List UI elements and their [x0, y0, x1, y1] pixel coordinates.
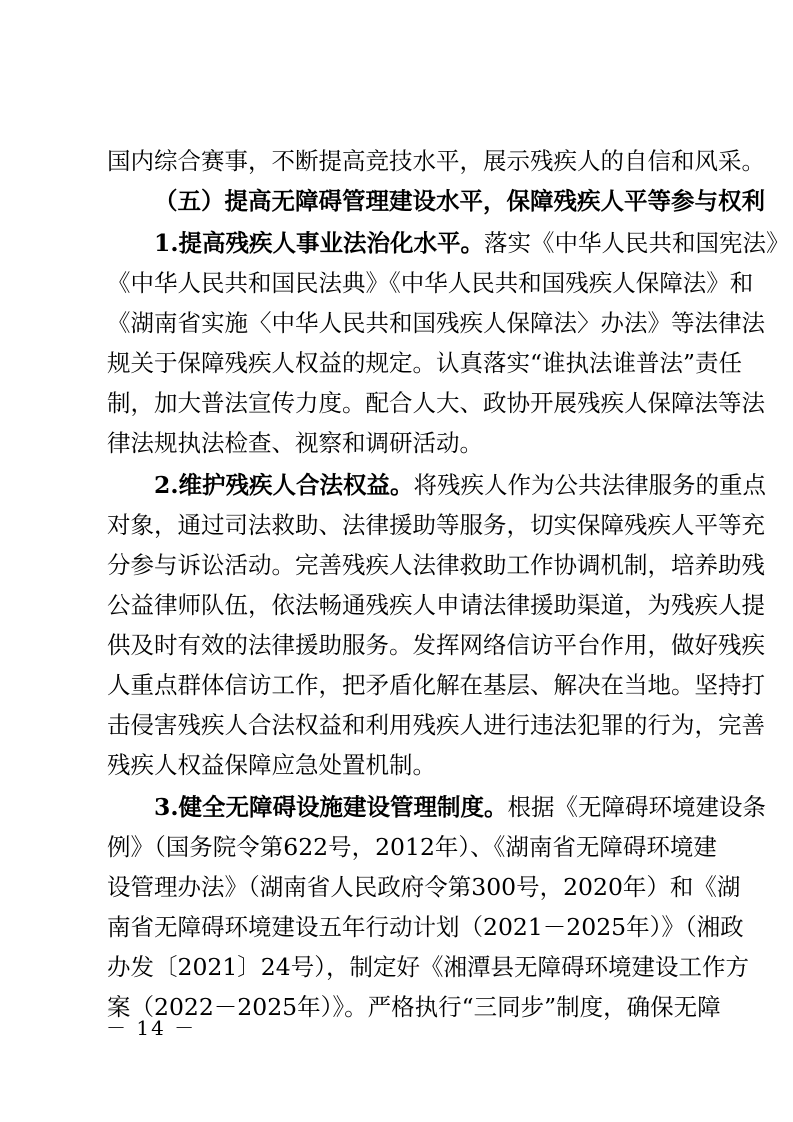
item2-line: 对象，通过司法救助、法律援助等服务，切实保障残疾人平等充 — [107, 511, 765, 539]
item3-line: 办发〔2021〕24号），制定好《湘潭县无障碍环境建设工作方 — [107, 953, 749, 981]
item3-first-line — [154, 793, 767, 821]
item3-line: 南省无障碍环境建设五年行动计划（2021－2025年）》（湘政 — [107, 913, 744, 941]
item3-title: 3.健全无障碍设施建设管理制度。 — [154, 793, 508, 821]
item1-line: 律法规执法检查、视察和调研活动。 — [107, 429, 483, 457]
item1-first-line — [154, 229, 790, 257]
item1-line: 规关于保障残疾人权益的规定。认真落实“谁执法谁普法”责任 — [107, 349, 743, 377]
item3-line: 例》（国务院令第622号，2012年）、《湖南省无障碍环境建 — [107, 833, 717, 861]
item2-line: 残疾人权益保障应急处置机制。 — [107, 751, 436, 779]
item1-line: 《湖南省实施〈中华人民共和国残疾人保障法〉办法》等法律法 — [107, 309, 765, 337]
item2-line: 供及时有效的法律援助服务。发挥网络信访平台作用，做好残疾 — [107, 631, 765, 659]
item2-line: 人重点群体信访工作，把矛盾化解在基层、解决在当地。坚持打 — [107, 671, 765, 699]
item3-text: 根据《无障碍环境建设条 — [507, 793, 767, 821]
item2-first-line — [154, 471, 767, 499]
item2-title: 2.维护残疾人合法权益。 — [154, 471, 414, 499]
section-heading: （五）提高无障碍管理建设水平，保障残疾人平等参与权利 — [154, 187, 765, 215]
item1-line: 制，加大普法宣传力度。配合人大、政协开展残疾人保障法等法 — [107, 389, 765, 417]
item2-line: 分参与诉讼活动。完善残疾人法律救助工作协调机制，培养助残 — [107, 551, 765, 579]
page-number: － 14 － — [106, 1016, 197, 1040]
item2-line: 公益律师队伍，依法畅通残疾人申请法律援助渠道，为残疾人提 — [107, 591, 765, 619]
item3-line: 设管理办法》（湖南省人民政府令第300号，2020年）和《湖 — [107, 873, 741, 901]
item1-text: 落实《中华人民共和国宪法》 — [484, 229, 790, 257]
item1-line: 《中华人民共和国民法典》《中华人民共和国残疾人保障法》和 — [107, 269, 754, 297]
item3-line: 案（2022－2025年）》。严格执行“三同步”制度，确保无障 — [107, 993, 721, 1021]
intro-paragraph-line: 国内综合赛事，不断提高竞技水平，展示残疾人的自信和风采。 — [107, 147, 765, 175]
item2-line: 击侵害残疾人合法权益和利用残疾人进行违法犯罪的行为，完善 — [107, 711, 765, 739]
item1-title: 1.提高残疾人事业法治化水平。 — [154, 229, 485, 257]
item2-text: 将残疾人作为公共法律服务的重点 — [413, 471, 767, 499]
